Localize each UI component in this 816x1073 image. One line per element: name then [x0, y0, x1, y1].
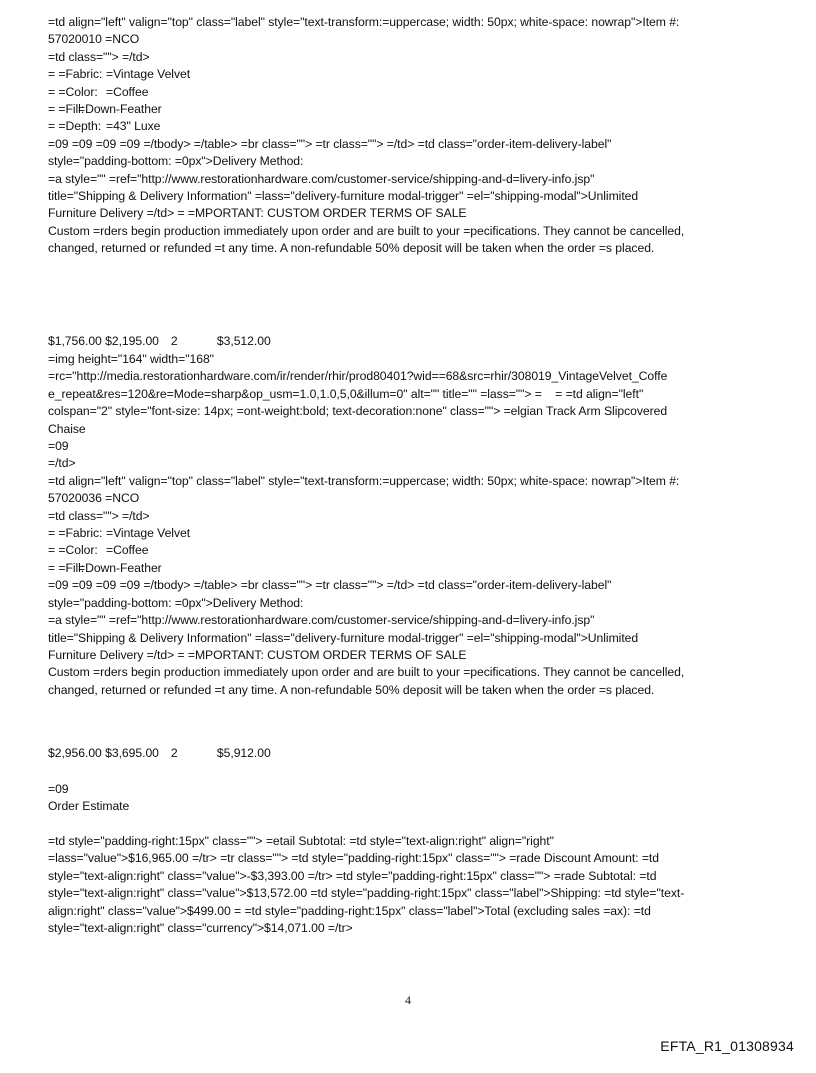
text-line: Furniture Delivery =/td> = =MPORTANT: CUSTOM ORDER TERMS OF SALE	[48, 647, 467, 662]
text-line: =09	[48, 782, 69, 796]
text-line: =td style="padding-right:15px" class=""> =etail Subtotal: =td style="text-align:right" align="right"	[48, 834, 554, 848]
text-line: =lass="value">$16,965.00 =/tr> =tr class=""> =td style="padding-right:15px" class=""> =rade Discount Amount: =td	[48, 851, 660, 866]
attr-row	[48, 84, 778, 101]
text-line: align:right" class="value">$499.00 = =td style="padding-right:15px" class="label">Total (excluding sales =ax): =td	[48, 903, 651, 918]
bates-number: EFTA_R1_01308934	[660, 1038, 794, 1054]
text-line: =09 =09 =09 =09 =/tbody> =/table> =br class=""> =tr class=""> =/td> =td class="order-item-delivery-label"	[48, 578, 612, 593]
line-total: $5,912.00	[216, 746, 271, 760]
text-line: title="Shipping & Delivery Information" =lass="delivery-furniture modal-trigger" =el="shipping-modal">Unlimited	[48, 630, 639, 645]
text-line: changed, returned or refunded =t any time. A non-refundable 50% deposit will be taken when the order =s placed.	[48, 241, 655, 256]
text-line: =td align="left" valign="top" class="label" style="text-transform:=uppercase; width: 50px; white-space: nowrap">Item #:	[48, 473, 680, 488]
quantity: 2	[170, 746, 178, 760]
attr-value: =43" Luxe	[106, 119, 161, 134]
attr-key: = =Fabric:	[48, 67, 103, 82]
section-heading: Order Estimate	[48, 799, 130, 814]
attr-row	[48, 560, 778, 577]
list-price: $2,195.00	[105, 334, 159, 348]
attr-key: = =Fill:	[48, 102, 85, 117]
text-line: =09 =09 =09 =09 =/tbody> =/table> =br class=""> =tr class=""> =/td> =td class="order-item-delivery-label"	[48, 136, 612, 151]
attr-row	[48, 101, 778, 118]
text-line: 57020036 =NCO	[48, 491, 140, 506]
text-line: style="padding-bottom: =0px">Delivery Method:	[48, 595, 304, 610]
unit-price: $2,956.00	[48, 746, 102, 760]
attr-key: = =Fabric:	[48, 526, 103, 541]
attr-row	[48, 525, 778, 542]
text-line: =td class=""> =/td>	[48, 49, 150, 64]
text-line: =rc="http://media.restorationhardware.com/ir/render/rhir/prod80401?wid==68&src=rhir/308019_VintageVelvet_Coffe	[48, 369, 668, 384]
attr-row	[48, 118, 778, 135]
quantity: 2	[170, 334, 178, 348]
order-estimate-details	[48, 833, 778, 937]
text-line: Custom =rders begin production immediately upon order and are built to your =pecifications. They cannot be cancelled,	[48, 223, 685, 238]
text-line: =/td>	[48, 456, 76, 471]
item1-price-row	[48, 333, 778, 350]
order-estimate	[48, 781, 778, 816]
attr-value: =Vintage Velvet	[106, 67, 191, 82]
item2-price-row	[48, 745, 778, 762]
text-line: =td align="left" valign="top" class="label" style="text-transform:=uppercase; width: 50px; white-space: nowrap">Item #:	[48, 15, 680, 29]
attr-value: =Coffee	[106, 543, 149, 558]
item1-details	[48, 14, 778, 258]
text-line: =09	[48, 439, 69, 454]
text-line: 57020010 =NCO	[48, 32, 140, 47]
text-line: =td class=""> =/td>	[48, 508, 150, 523]
attr-key: = =Fill:	[48, 560, 85, 575]
text-line: Chaise	[48, 421, 86, 436]
attr-row	[48, 66, 778, 83]
text-line: style="text-align:right" class="currency">$14,071.00 =/tr>	[48, 921, 353, 936]
text-line: e_repeat&res=120&re=Mode=sharp&op_usm=1.0,1.0,5,0&illum=0" alt="" title="" =lass=""> = = =td align="left"	[48, 386, 644, 401]
attr-value: =Vintage Velvet	[106, 526, 191, 541]
text-line: =img height="164" width="168"	[48, 352, 214, 366]
text-line: colspan="2" style="font-size: 14px; =ont-weight:bold; text-decoration:none" class=""> =elgian Track Arm Slipcovered	[48, 404, 668, 419]
page-number: 4	[405, 993, 411, 1007]
text-line: title="Shipping & Delivery Information" =lass="delivery-furniture modal-trigger" =el="shipping-modal">Unlimited	[48, 189, 639, 204]
text-line: style="padding-bottom: =0px">Delivery Method:	[48, 154, 304, 169]
attr-key: = =Depth:	[48, 119, 102, 134]
text-line: style="text-align:right" class="value">-$3,393.00 =/tr> =td style="padding-right:15px" class=""> =rade Subtotal: =td	[48, 868, 657, 883]
item2-details	[48, 351, 778, 699]
text-line: =a style="" =ref="http://www.restorationhardware.com/customer-service/shipping-and-d=livery-info.jsp"	[48, 613, 595, 628]
text-line: style="text-align:right" class="value">$13,572.00 =td style="padding-right:15px" class="label">Shipping: =td style="text-	[48, 886, 685, 901]
attr-value: =Coffee	[106, 84, 149, 99]
list-price: $3,695.00	[105, 746, 159, 760]
attr-value: =Down-Feather	[78, 560, 162, 575]
text-line: Furniture Delivery =/td> = =MPORTANT: CUSTOM ORDER TERMS OF SALE	[48, 206, 467, 221]
text-line: changed, returned or refunded =t any time. A non-refundable 50% deposit will be taken when the order =s placed.	[48, 682, 655, 697]
attr-key: = =Color:	[48, 543, 98, 558]
unit-price: $1,756.00	[48, 334, 102, 348]
text-line: =a style="" =ref="http://www.restorationhardware.com/customer-service/shipping-and-d=livery-info.jsp"	[48, 171, 595, 186]
line-total: $3,512.00	[216, 334, 271, 348]
attr-value: =Down-Feather	[78, 102, 162, 117]
text-line: Custom =rders begin production immediately upon order and are built to your =pecifications. They cannot be cancelled,	[48, 665, 685, 680]
attr-key: = =Color:	[48, 84, 98, 99]
attr-row	[48, 542, 778, 559]
